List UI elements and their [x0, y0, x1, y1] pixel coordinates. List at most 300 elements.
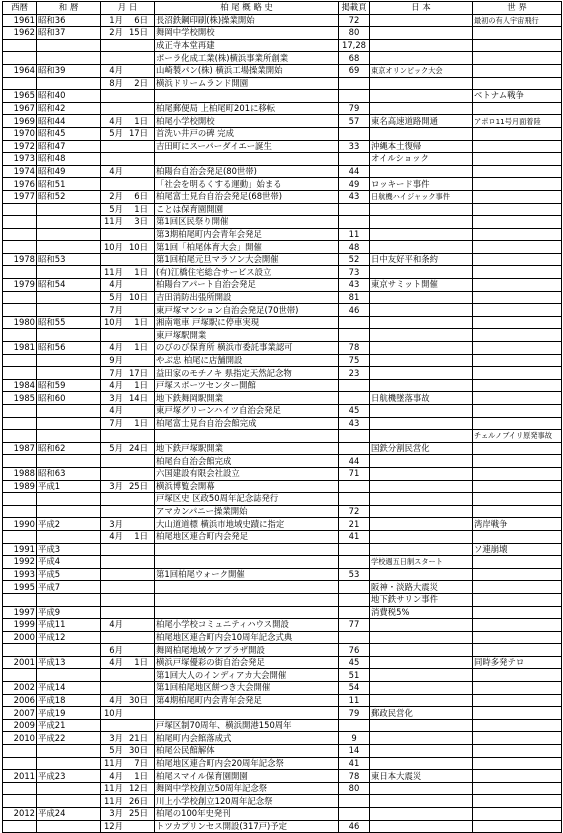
- cell-month-day: [101, 52, 155, 65]
- cell-world: [473, 228, 562, 241]
- cell-era: 昭和52: [37, 190, 101, 203]
- cell-japan: [370, 27, 473, 40]
- cell-japan: ロッキード事件: [370, 178, 473, 191]
- cell-world: アポロ11号月面着陸: [473, 115, 562, 128]
- cell-japan: [370, 430, 473, 443]
- cell-event: [155, 90, 339, 103]
- table-row: [3, 266, 562, 279]
- cell-world: [473, 782, 562, 795]
- cell-japan: 消費税5%: [370, 606, 473, 619]
- table-row: [3, 354, 562, 367]
- cell-event: 第3期柏尾町内会青年会発足: [155, 228, 339, 241]
- cell-japan: [370, 808, 473, 821]
- cell-page: [339, 316, 370, 329]
- cell-era: [37, 266, 101, 279]
- cell-event: 成正寺本堂再建: [155, 39, 339, 52]
- cell-year: [3, 417, 37, 430]
- cell-world: [473, 480, 562, 493]
- cell-era: 平成3: [37, 543, 101, 556]
- cell-event: 第1回柏尾ウォーク開催: [155, 568, 339, 581]
- cell-page: 41: [339, 530, 370, 543]
- cell-page: 73: [339, 266, 370, 279]
- cell-world: [473, 77, 562, 90]
- cell-world: [473, 316, 562, 329]
- cell-month-day: [101, 808, 155, 821]
- cell-month: 4月: [109, 166, 123, 177]
- cell-year: 2007: [3, 707, 37, 720]
- cell-year: 1964: [3, 64, 37, 77]
- cell-japan: [370, 379, 473, 392]
- cell-year: 1989: [3, 480, 37, 493]
- table-row: [3, 102, 562, 115]
- cell-day: 1日: [134, 203, 148, 214]
- cell-day: 10日: [128, 291, 148, 302]
- cell-event: [155, 430, 339, 443]
- cell-era: 昭和59: [37, 379, 101, 392]
- cell-day: 17日: [128, 128, 148, 139]
- cell-event: 吉田消防出張所開設: [155, 291, 339, 304]
- cell-year: 1977: [3, 190, 37, 203]
- cell-month-day: [101, 354, 155, 367]
- cell-event: 柏尾地区連合町内会20周年記念祭: [155, 757, 339, 770]
- cell-page: 78: [339, 342, 370, 355]
- cell-era: [37, 367, 101, 380]
- cell-page: 57: [339, 115, 370, 128]
- cell-month: 11月: [103, 795, 123, 806]
- cell-japan: [370, 354, 473, 367]
- cell-year: [3, 430, 37, 443]
- header-row: [3, 2, 562, 15]
- cell-era: 平成18: [37, 694, 101, 707]
- cell-page: [339, 631, 370, 644]
- cell-day: 21日: [128, 732, 148, 743]
- cell-month-day: [101, 405, 155, 418]
- cell-japan: 日航機墜落事故: [370, 392, 473, 405]
- cell-page: [339, 556, 370, 569]
- cell-page: [339, 442, 370, 455]
- cell-month-day: [101, 682, 155, 695]
- cell-era: 昭和37: [37, 27, 101, 40]
- cell-month-day: [101, 795, 155, 808]
- cell-page: [339, 379, 370, 392]
- cell-event: 柏尾地区連合町内会発足: [155, 530, 339, 543]
- cell-page: 41: [339, 757, 370, 770]
- cell-year: 2012: [3, 808, 37, 821]
- cell-era: [37, 405, 101, 418]
- cell-month-day: [101, 493, 155, 506]
- cell-event: 柏尾公民館解体: [155, 745, 339, 758]
- cell-japan: 日中友好平和条約: [370, 253, 473, 266]
- cell-month-day: [101, 27, 155, 40]
- cell-page: 71: [339, 467, 370, 480]
- cell-year: [3, 266, 37, 279]
- cell-world: [473, 593, 562, 606]
- cell-day: 24日: [128, 443, 148, 454]
- cell-event: トツカプリンセス開設(317戸)予定: [155, 820, 339, 833]
- cell-month: 4月: [109, 380, 123, 391]
- cell-era: 昭和45: [37, 127, 101, 140]
- cell-event: ことは保育園開園: [155, 203, 339, 216]
- header-event: 柏 尾 概 略 史: [155, 2, 339, 15]
- cell-year: 1976: [3, 178, 37, 191]
- cell-era: [37, 430, 101, 443]
- cell-month-day: [101, 115, 155, 128]
- cell-month: 6月: [109, 644, 123, 655]
- table-row: [3, 656, 562, 669]
- cell-day: 25日: [128, 480, 148, 491]
- cell-month: 10月: [103, 707, 123, 718]
- table-row: [3, 127, 562, 140]
- cell-world: [473, 606, 562, 619]
- cell-event: 長沼鉄鋼印刷(株)操業開始: [155, 14, 339, 27]
- cell-event: 六国建設有限会社設立: [155, 467, 339, 480]
- table-row: [3, 90, 562, 103]
- cell-era: [37, 241, 101, 254]
- cell-month-day: [101, 543, 155, 556]
- cell-event: 柏尾富士見台自治会館完成: [155, 417, 339, 430]
- cell-page: 46: [339, 820, 370, 833]
- cell-month-day: [101, 203, 155, 216]
- table-row: [3, 770, 562, 783]
- cell-world: [473, 165, 562, 178]
- cell-era: 平成4: [37, 556, 101, 569]
- cell-era: 昭和49: [37, 165, 101, 178]
- cell-world: [473, 694, 562, 707]
- cell-month: 11月: [103, 783, 123, 794]
- cell-era: [37, 455, 101, 468]
- header-year: 西暦: [3, 2, 37, 15]
- cell-era: [37, 304, 101, 317]
- cell-month-day: [101, 178, 155, 191]
- cell-month: 3月: [109, 480, 123, 491]
- cell-page: 21: [339, 518, 370, 531]
- cell-year: 2002: [3, 682, 37, 695]
- table-row: [3, 593, 562, 606]
- cell-month: 4月: [109, 694, 123, 705]
- history-table-container: [2, 1, 561, 833]
- cell-month: 4月: [109, 279, 123, 290]
- cell-event: 東戸塚マンション自治会発足(70世帯): [155, 304, 339, 317]
- cell-world: [473, 719, 562, 732]
- cell-event: [155, 707, 339, 720]
- cell-era: [37, 530, 101, 543]
- cell-world: [473, 581, 562, 594]
- cell-world: [473, 631, 562, 644]
- cell-month-day: [101, 430, 155, 443]
- cell-japan: [370, 480, 473, 493]
- cell-month-day: [101, 140, 155, 153]
- cell-world: [473, 644, 562, 657]
- table-row: [3, 644, 562, 657]
- cell-japan: オイルショック: [370, 153, 473, 166]
- cell-event: [155, 581, 339, 594]
- header-month-day: 月 日: [101, 2, 155, 15]
- cell-event: 舞岡中学校創立50周年記念祭: [155, 782, 339, 795]
- cell-month-day: [101, 241, 155, 254]
- cell-era: [37, 505, 101, 518]
- cell-world: [473, 417, 562, 430]
- cell-japan: [370, 203, 473, 216]
- cell-japan: [370, 682, 473, 695]
- cell-event: [155, 543, 339, 556]
- cell-world: [473, 442, 562, 455]
- cell-year: 1990: [3, 518, 37, 531]
- cell-day: 1日: [134, 266, 148, 277]
- cell-era: 平成13: [37, 656, 101, 669]
- cell-era: 昭和44: [37, 115, 101, 128]
- cell-japan: [370, 694, 473, 707]
- table-row: [3, 757, 562, 770]
- table-row: [3, 342, 562, 355]
- cell-event: アマカンパニー操業開始: [155, 505, 339, 518]
- table-row: [3, 241, 562, 254]
- cell-page: 33: [339, 140, 370, 153]
- cell-year: 1972: [3, 140, 37, 153]
- cell-year: [3, 241, 37, 254]
- table-row: [3, 556, 562, 569]
- cell-japan: [370, 619, 473, 632]
- cell-month-day: [101, 64, 155, 77]
- cell-event: 東戸塚駅開業: [155, 329, 339, 342]
- table-row: [3, 379, 562, 392]
- cell-event: 戸塚区制70周年、横浜開港150周年: [155, 719, 339, 732]
- cell-month: 5月: [109, 291, 123, 302]
- cell-year: 2000: [3, 631, 37, 644]
- cell-page: 9: [339, 732, 370, 745]
- cell-event: 山崎製パン(株) 横浜工場操業開始: [155, 64, 339, 77]
- cell-era: [37, 820, 101, 833]
- cell-page: [339, 329, 370, 342]
- cell-year: [3, 795, 37, 808]
- cell-year: 2010: [3, 732, 37, 745]
- table-row: [3, 316, 562, 329]
- cell-japan: [370, 39, 473, 52]
- cell-era: [37, 354, 101, 367]
- cell-event: ポーラ化成工業(株)横浜事業所創業: [155, 52, 339, 65]
- table-row: [3, 140, 562, 153]
- cell-japan: [370, 745, 473, 758]
- cell-era: 平成14: [37, 682, 101, 695]
- cell-world: [473, 732, 562, 745]
- cell-era: [37, 782, 101, 795]
- cell-world: [473, 64, 562, 77]
- cell-month-day: [101, 153, 155, 166]
- cell-event: 戸塚スポーツセンター開館: [155, 379, 339, 392]
- cell-japan: [370, 77, 473, 90]
- cell-month-day: [101, 442, 155, 455]
- cell-world: [473, 707, 562, 720]
- cell-world: [473, 304, 562, 317]
- cell-page: 17,28: [339, 39, 370, 52]
- table-row: [3, 203, 562, 216]
- table-row: [3, 707, 562, 720]
- cell-year: 1981: [3, 342, 37, 355]
- cell-era: 平成1: [37, 480, 101, 493]
- cell-era: [37, 291, 101, 304]
- cell-era: 平成9: [37, 606, 101, 619]
- cell-month-day: [101, 619, 155, 632]
- cell-day: 1日: [134, 380, 148, 391]
- cell-world: [473, 140, 562, 153]
- cell-event: [155, 606, 339, 619]
- cell-japan: [370, 367, 473, 380]
- cell-year: 1992: [3, 556, 37, 569]
- cell-day: 26日: [128, 795, 148, 806]
- cell-year: 1970: [3, 127, 37, 140]
- cell-world: [473, 820, 562, 833]
- cell-event: (有)江橋住宅総合サービス設立: [155, 266, 339, 279]
- cell-world: [473, 392, 562, 405]
- cell-japan: 東京サミット開催: [370, 279, 473, 292]
- table-row: [3, 27, 562, 40]
- cell-era: 昭和63: [37, 467, 101, 480]
- cell-japan: [370, 316, 473, 329]
- cell-japan: [370, 241, 473, 254]
- cell-page: 43: [339, 279, 370, 292]
- cell-era: 昭和42: [37, 102, 101, 115]
- table-row: [3, 190, 562, 203]
- cell-month-day: [101, 102, 155, 115]
- cell-event: 柏尾スマイル保育園開園: [155, 770, 339, 783]
- cell-event: [155, 556, 339, 569]
- cell-month-day: [101, 291, 155, 304]
- cell-month-day: [101, 568, 155, 581]
- cell-era: 平成21: [37, 719, 101, 732]
- table-row: [3, 518, 562, 531]
- cell-world: ベトナム戦争: [473, 90, 562, 103]
- cell-year: 1999: [3, 619, 37, 632]
- cell-year: [3, 782, 37, 795]
- cell-month: 4月: [109, 65, 123, 76]
- cell-year: [3, 820, 37, 833]
- cell-page: 78: [339, 770, 370, 783]
- cell-year: [3, 530, 37, 543]
- cell-era: 平成7: [37, 581, 101, 594]
- cell-year: [3, 228, 37, 241]
- table-row: [3, 329, 562, 342]
- cell-month: 5月: [109, 128, 123, 139]
- cell-year: [3, 505, 37, 518]
- cell-page: [339, 606, 370, 619]
- cell-month-day: [101, 417, 155, 430]
- cell-month: 3月: [109, 518, 123, 529]
- cell-month: 8月: [109, 77, 123, 88]
- cell-year: 1969: [3, 115, 37, 128]
- cell-day: 30日: [128, 745, 148, 756]
- cell-event: 第1回「柏尾体育大会」開催: [155, 241, 339, 254]
- cell-world: [473, 682, 562, 695]
- cell-day: 25日: [128, 808, 148, 819]
- cell-day: 7日: [134, 757, 148, 768]
- cell-world: [473, 27, 562, 40]
- cell-year: 2001: [3, 656, 37, 669]
- cell-month-day: [101, 392, 155, 405]
- cell-day: 10日: [128, 241, 148, 252]
- cell-month-day: [101, 820, 155, 833]
- cell-era: 昭和60: [37, 392, 101, 405]
- cell-page: [339, 493, 370, 506]
- cell-world: [473, 530, 562, 543]
- cell-month-day: [101, 707, 155, 720]
- cell-world: [473, 39, 562, 52]
- cell-japan: [370, 757, 473, 770]
- cell-page: 11: [339, 694, 370, 707]
- cell-page: 11: [339, 228, 370, 241]
- cell-event: 益田家のモチノキ 県指定天然記念物: [155, 367, 339, 380]
- cell-japan: [370, 505, 473, 518]
- cell-era: 昭和51: [37, 178, 101, 191]
- cell-month: 3月: [109, 392, 123, 403]
- cell-month-day: [101, 467, 155, 480]
- cell-world: [473, 253, 562, 266]
- cell-world: [473, 190, 562, 203]
- cell-month: 2月: [109, 27, 123, 38]
- cell-day: 3日: [134, 216, 148, 227]
- cell-year: 1980: [3, 316, 37, 329]
- cell-era: [37, 669, 101, 682]
- cell-month-day: [101, 669, 155, 682]
- cell-world: [473, 619, 562, 632]
- cell-month-day: [101, 770, 155, 783]
- cell-event: 地下鉄舞岡駅開業: [155, 392, 339, 405]
- cell-month-day: [101, 644, 155, 657]
- cell-year: 1988: [3, 467, 37, 480]
- cell-page: [339, 216, 370, 229]
- cell-month-day: [101, 732, 155, 745]
- cell-year: [3, 52, 37, 65]
- cell-world: [473, 216, 562, 229]
- cell-month-day: [101, 228, 155, 241]
- cell-era: 平成22: [37, 732, 101, 745]
- cell-event: 戸塚区史 区政50周年記念誌発行: [155, 493, 339, 506]
- cell-month-day: [101, 694, 155, 707]
- cell-year: 1997: [3, 606, 37, 619]
- cell-page: 53: [339, 568, 370, 581]
- cell-world: [473, 568, 562, 581]
- cell-event: 第1回区民祭り開催: [155, 216, 339, 229]
- header-world: 世 界: [473, 2, 562, 15]
- cell-page: 76: [339, 644, 370, 657]
- cell-event: のびのび保育所 横浜市委託事業認可: [155, 342, 339, 355]
- cell-year: [3, 367, 37, 380]
- cell-month-day: [101, 581, 155, 594]
- cell-year: [3, 745, 37, 758]
- cell-era: [37, 593, 101, 606]
- cell-year: 1962: [3, 27, 37, 40]
- cell-page: [339, 581, 370, 594]
- cell-japan: [370, 493, 473, 506]
- cell-world: [473, 467, 562, 480]
- cell-year: 1985: [3, 392, 37, 405]
- cell-year: 1978: [3, 253, 37, 266]
- cell-japan: [370, 417, 473, 430]
- cell-event: やぶ忠 柏尾に店舗開設: [155, 354, 339, 367]
- cell-month-day: [101, 757, 155, 770]
- cell-era: 昭和48: [37, 153, 101, 166]
- table-row: [3, 228, 562, 241]
- cell-event: 湘南電車 戸塚駅に停車実現: [155, 316, 339, 329]
- table-row: [3, 505, 562, 518]
- cell-page: [339, 392, 370, 405]
- cell-event: 柏尾町内会館落成式: [155, 732, 339, 745]
- cell-japan: 郵政民営化: [370, 707, 473, 720]
- cell-year: [3, 216, 37, 229]
- cell-day: 2日: [134, 77, 148, 88]
- cell-event: 横浜戸塚優彩の街自治会発足: [155, 656, 339, 669]
- cell-page: 80: [339, 782, 370, 795]
- cell-page: 54: [339, 682, 370, 695]
- cell-month: 5月: [109, 443, 123, 454]
